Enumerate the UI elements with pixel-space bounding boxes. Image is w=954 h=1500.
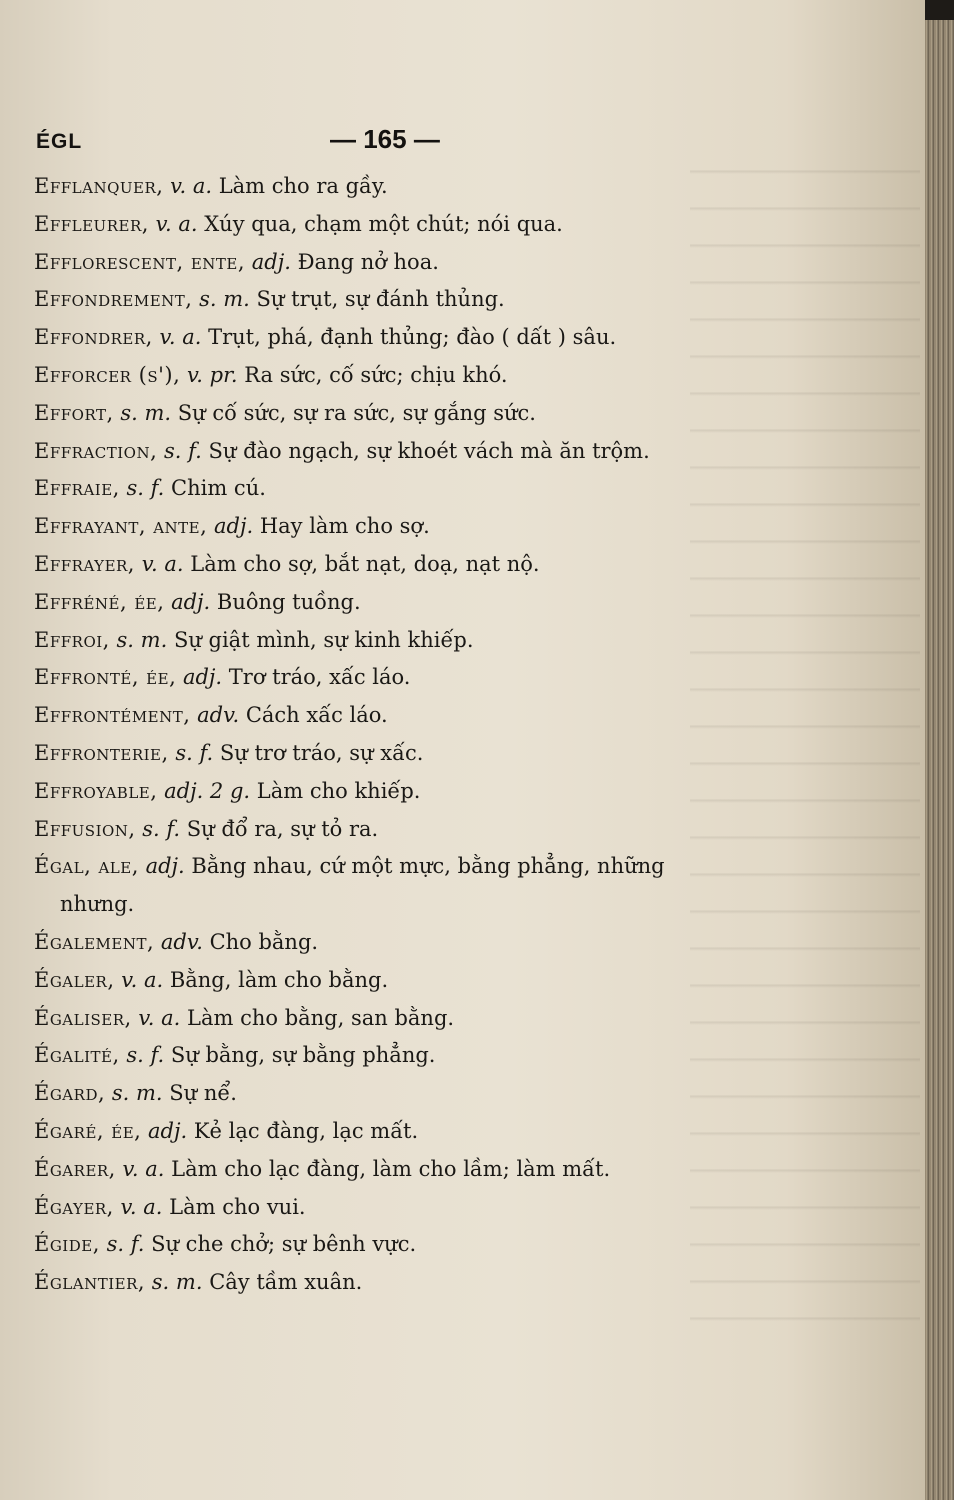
- entry-grammar: adj.: [148, 1118, 188, 1143]
- entry-definition: Buông tuồng.: [216, 589, 361, 614]
- entry-grammar: adv.: [197, 703, 240, 728]
- entry-definition: Sự che chở; sự bênh vực.: [151, 1232, 417, 1257]
- entry-grammar: s. m.: [199, 287, 250, 312]
- entry-grammar: s. f.: [163, 438, 202, 463]
- running-head: ÉGL: [36, 130, 83, 153]
- entry-definition: Sự nể.: [169, 1081, 237, 1106]
- entry-definition: Trơ tráo, xấc láo.: [228, 665, 411, 690]
- entry-headword: Égarer,: [34, 1156, 116, 1181]
- dictionary-entry: [34, 546, 754, 584]
- dictionary-entry: [34, 1151, 754, 1189]
- dictionary-entry: [34, 319, 754, 357]
- entry-grammar: adj.: [182, 665, 223, 690]
- entry-definition-continuation: nhưng.: [60, 892, 135, 917]
- entry-grammar: adj.: [251, 249, 291, 274]
- entry-grammar: v. a.: [170, 174, 213, 198]
- dictionary-entry: [34, 811, 754, 849]
- entry-headword: Égide,: [34, 1232, 100, 1257]
- entry-headword: Effronterie,: [34, 740, 169, 765]
- entry-definition: Chim cú.: [171, 476, 266, 501]
- dictionary-entry: [34, 735, 754, 773]
- dictionary-entry: [34, 622, 754, 660]
- entry-headword: Effrayer,: [34, 551, 135, 576]
- entry-headword: Effraie,: [34, 476, 120, 501]
- entry-definition: Sự bằng, sự bằng phẳng.: [170, 1043, 436, 1068]
- entry-grammar: adv.: [160, 929, 203, 954]
- entry-grammar: v. a.: [141, 551, 184, 576]
- entry-grammar: v. a.: [120, 1194, 163, 1219]
- entry-headword: Également,: [34, 929, 155, 954]
- dictionary-entry: [34, 659, 754, 697]
- entry-headword: Effleurer,: [34, 211, 149, 236]
- entry-grammar: s. f.: [126, 476, 165, 501]
- entry-grammar: v. a.: [159, 325, 202, 350]
- entry-grammar: adj.: [214, 514, 254, 539]
- entry-grammar: v. pr.: [186, 362, 238, 387]
- entry-definition: Ra sức, cố sức; chịu khó.: [244, 362, 508, 387]
- entry-definition: Cách xấc láo.: [245, 703, 388, 728]
- entry-grammar: v. a.: [121, 967, 164, 992]
- entry-definition: Làm cho vui.: [169, 1194, 306, 1219]
- entry-headword: Effroi,: [34, 627, 110, 652]
- entry-grammar: s. f.: [142, 816, 181, 841]
- entry-headword: Égalité,: [34, 1043, 120, 1068]
- dictionary-entry: [34, 470, 754, 508]
- dictionary-entry: [34, 1075, 754, 1113]
- entry-definition: Bằng, làm cho bằng.: [169, 967, 389, 992]
- dictionary-entry: [34, 206, 754, 244]
- entry-definition: Sự đổ ra, sự tỏ ra.: [186, 816, 379, 841]
- entry-definition: Làm cho bằng, san bằng.: [187, 1005, 455, 1030]
- entry-headword: Égaliser,: [34, 1005, 132, 1030]
- dictionary-entry: [34, 773, 754, 811]
- entry-headword: Effronté, ée,: [34, 665, 177, 690]
- entry-headword: Égaré, ée,: [34, 1118, 142, 1143]
- entry-grammar: s. m.: [116, 627, 168, 652]
- dictionary-entry: [34, 848, 754, 924]
- entry-headword: Effraction,: [34, 438, 158, 463]
- entry-headword: Effusion,: [34, 816, 136, 841]
- page-stack-edge: [925, 20, 954, 1500]
- entry-grammar: s. m.: [111, 1081, 163, 1106]
- dictionary-entry: [34, 1226, 754, 1264]
- entry-headword: Efforcer (s'),: [34, 362, 181, 387]
- dictionary-entry: [34, 357, 754, 395]
- dictionary-entry: [34, 281, 754, 319]
- entry-grammar: v. a.: [155, 211, 198, 236]
- entry-headword: Effroyable,: [34, 778, 158, 803]
- entry-headword: Effondrer,: [34, 325, 153, 350]
- entry-grammar: s. f.: [126, 1043, 165, 1068]
- entry-definition: Sự trơ tráo, sự xấc.: [219, 740, 424, 765]
- dictionary-entries: [34, 168, 754, 1302]
- dictionary-entry: [34, 962, 754, 1000]
- entry-headword: Églantier,: [34, 1270, 146, 1295]
- entry-definition: Làm cho ra gầy.: [218, 174, 388, 198]
- entry-headword: Égal, ale,: [34, 854, 139, 879]
- dictionary-entry: [34, 395, 754, 433]
- entry-headword: Effrayant, ante,: [34, 514, 208, 539]
- entry-headword: Effrontément,: [34, 703, 191, 728]
- entry-grammar: v. a.: [138, 1005, 181, 1030]
- dictionary-entry: [34, 1113, 754, 1151]
- entry-definition: Xúy qua, chạm một chút; nói qua.: [204, 211, 563, 236]
- entry-headword: Efflorescent, ente,: [34, 249, 246, 274]
- dictionary-entry: [34, 508, 754, 546]
- entry-grammar: s. f.: [106, 1232, 145, 1257]
- entry-grammar: s. m.: [120, 400, 172, 425]
- entry-definition: Làm cho lạc đàng, làm cho lầm; làm mất.: [171, 1156, 611, 1181]
- entry-grammar: s. f.: [175, 740, 214, 765]
- entry-definition: Bằng nhau, cứ một mực, bằng phẳng, những: [191, 854, 665, 879]
- entry-definition: Cho bằng.: [209, 929, 319, 954]
- entry-definition: Sự trụt, sự đánh thủng.: [256, 287, 505, 312]
- dictionary-entry: [34, 1264, 754, 1302]
- dictionary-entry: [34, 584, 754, 622]
- entry-definition: Kẻ lạc đàng, lạc mất.: [193, 1118, 419, 1143]
- entry-headword: Efflanquer,: [34, 174, 164, 198]
- entry-definition: Cây tầm xuân.: [209, 1270, 363, 1295]
- entry-definition: Làm cho khiếp.: [256, 778, 421, 803]
- page-number: — 165 —: [330, 124, 440, 154]
- entry-definition: Sự giật mình, sự kinh khiếp.: [173, 627, 474, 652]
- dictionary-entry: [34, 168, 754, 206]
- entry-definition: Trụt, phá, đạnh thủng; đào ( dất ) sâu.: [208, 325, 617, 350]
- entry-definition: Hay làm cho sợ.: [259, 514, 430, 539]
- dictionary-entry: [34, 433, 754, 471]
- entry-grammar: adj.: [171, 589, 211, 614]
- dictionary-entry: [34, 697, 754, 735]
- dictionary-entry: [34, 244, 754, 282]
- entry-definition: Sự đào ngạch, sự khoét vách mà ăn trộm.: [208, 438, 650, 463]
- entry-headword: Effréné, ée,: [34, 589, 165, 614]
- entry-grammar: adj.: [145, 854, 185, 879]
- dictionary-entry: [34, 1000, 754, 1038]
- entry-headword: Effondrement,: [34, 287, 193, 312]
- entry-grammar: adj. 2 g.: [164, 778, 251, 803]
- entry-definition: Làm cho sợ, bắt nạt, doạ, nạt nộ.: [190, 551, 540, 576]
- dictionary-entry: [34, 1037, 754, 1075]
- dictionary-entry: [34, 924, 754, 962]
- entry-headword: Effort,: [34, 400, 114, 425]
- entry-headword: Égayer,: [34, 1194, 114, 1219]
- entry-definition: Sự cố sức, sự ra sức, sự gắng sức.: [177, 400, 536, 425]
- entry-grammar: v. a.: [122, 1156, 165, 1181]
- dictionary-entry: [34, 1189, 754, 1227]
- entry-headword: Égaler,: [34, 967, 115, 992]
- entry-definition: Đang nở hoa.: [297, 249, 439, 274]
- entry-headword: Égard,: [34, 1081, 106, 1106]
- entry-grammar: s. m.: [151, 1270, 203, 1295]
